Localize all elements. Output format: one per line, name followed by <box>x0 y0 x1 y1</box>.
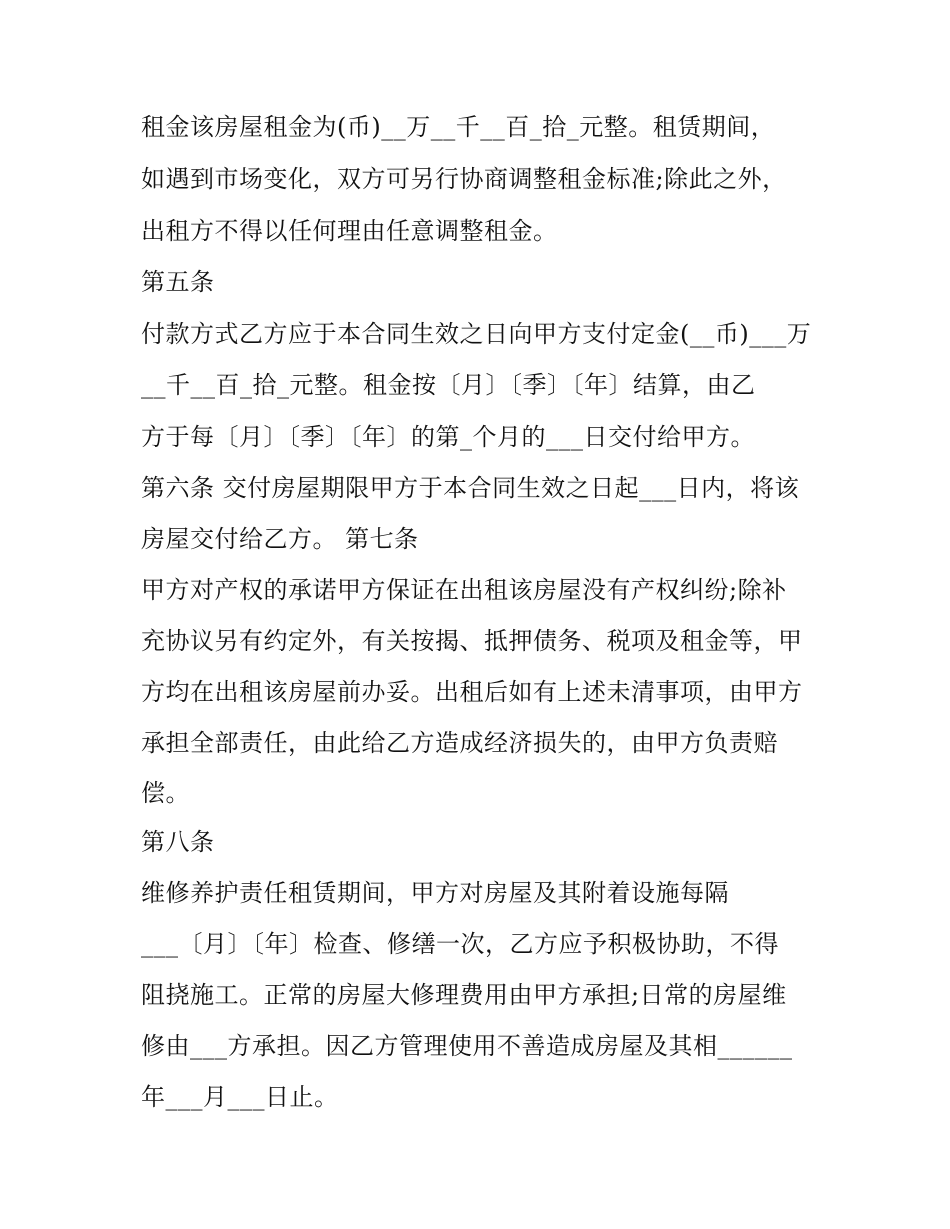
text-line: __千__百_拾_元整。租金按〔月〕〔季〕〔年〕结算，由乙 <box>141 371 756 399</box>
text-line: ___〔月〕〔年〕检查、修缮一次，乙方应予积极协助，不得 <box>141 930 779 958</box>
text-line: 阻挠施工。正常的房屋大修理费用由甲方承担;日常的房屋维 <box>141 981 787 1009</box>
text-line: 付款方式乙方应于本合同生效之日向甲方支付定金(__币)___万 <box>141 320 812 348</box>
article-heading: 第五条 <box>141 268 215 296</box>
text-line: 如遇到市场变化，双方可另行协商调整租金标准;除此之外， <box>141 165 787 193</box>
text-line: 年___月___日止。 <box>141 1083 339 1111</box>
text-line: 方均在出租该房屋前办妥。出租后如有上述未清事项，由甲方 <box>141 678 803 706</box>
text-line: 方于每〔月〕〔季〕〔年〕的第_个月的___日交付给甲方。 <box>141 423 755 451</box>
text-line: 房屋交付给乙方。 第七条 <box>141 525 419 553</box>
text-line: 承担全部责任，由此给乙方造成经济损失的，由甲方负责赔 <box>141 729 778 757</box>
text-line: 出租方不得以任何理由任意调整租金。 <box>141 217 558 245</box>
text-line: 甲方对产权的承诺甲方保证在出租该房屋没有产权纠纷;除补 <box>141 576 787 604</box>
text-line: 偿。 <box>141 779 190 807</box>
article-heading: 第八条 <box>141 828 215 856</box>
text-line: 租金该房屋租金为(币)__万__千__百_拾_元整。租赁期间， <box>141 113 776 141</box>
text-line: 维修养护责任租赁期间，甲方对房屋及其附着设施每隔 <box>141 879 729 907</box>
text-line: 第六条 交付房屋期限甲方于本合同生效之日起___日内，将该 <box>141 474 800 502</box>
text-line: 充协议另有约定外，有关按揭、抵押债务、税项及租金等，甲 <box>141 627 803 655</box>
text-line: 修由___方承担。因乙方管理使用不善造成房屋及其相______ <box>141 1032 793 1060</box>
